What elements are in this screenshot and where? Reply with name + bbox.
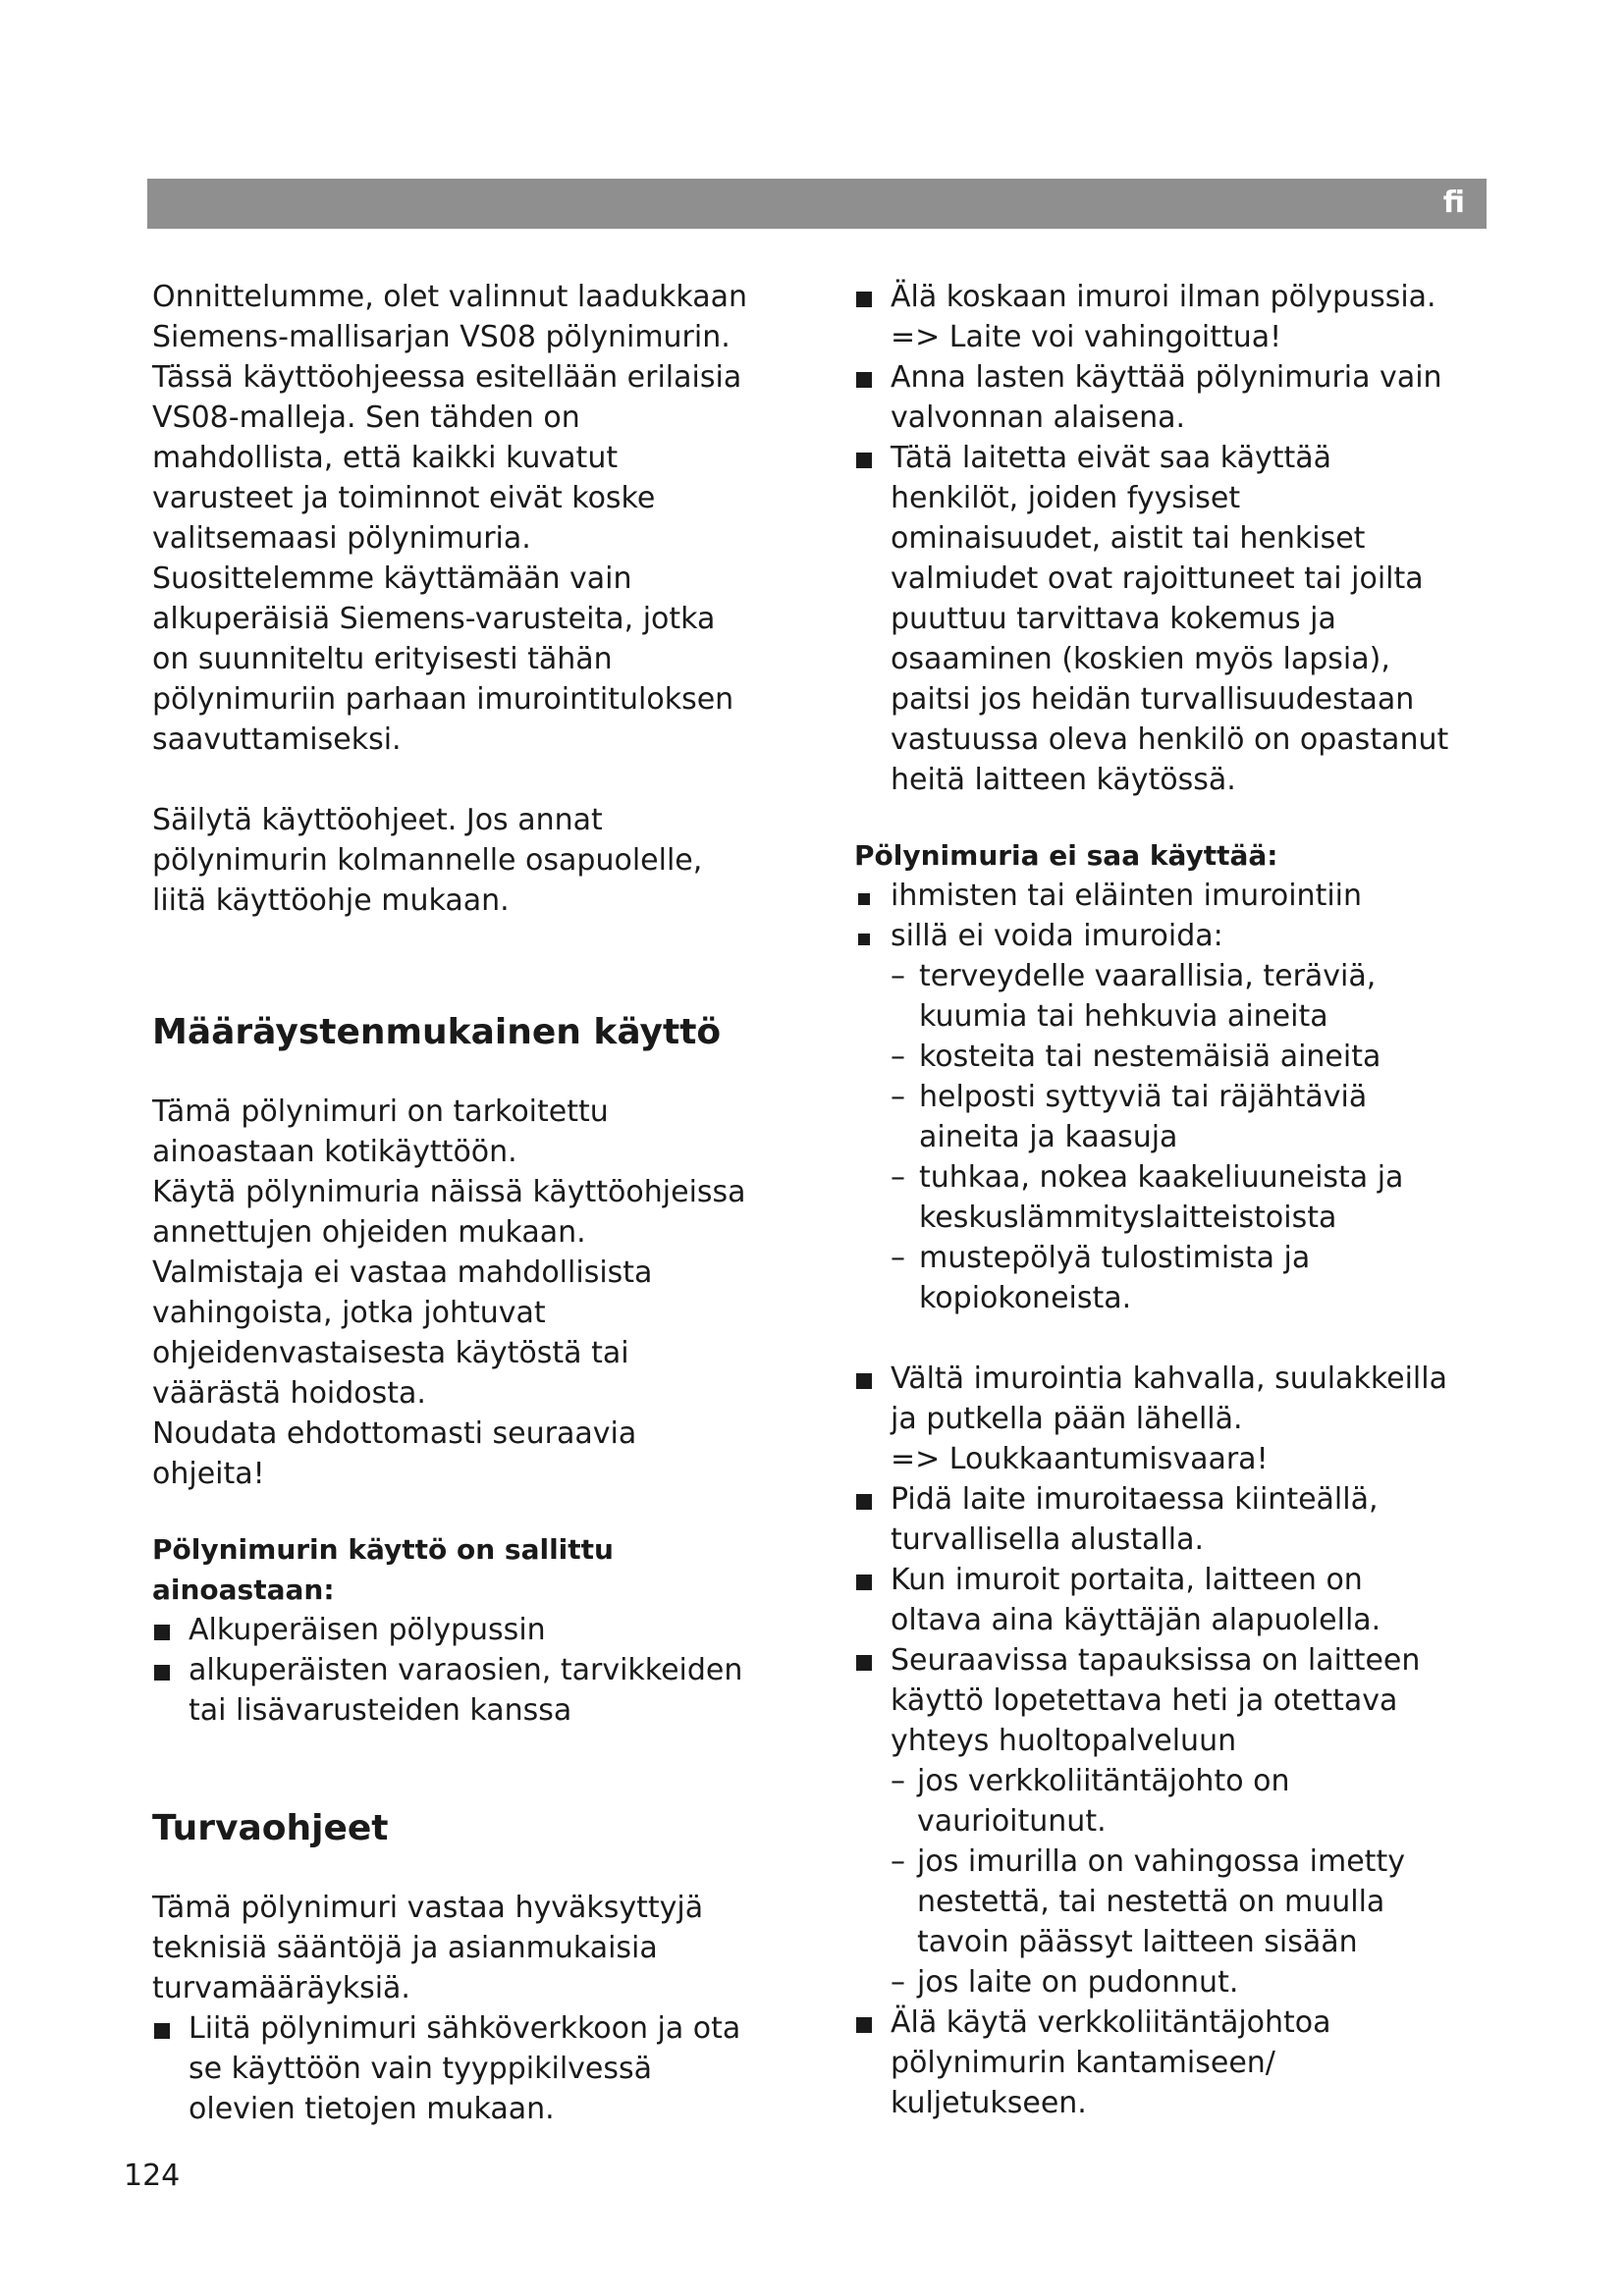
list-item: Kun imuroit portaita, laitteen on oltava aina käyttäjän alapuolella.	[854, 1560, 1492, 1640]
sub-list-item: – helposti syttyviä tai räjähtäviä aineita ja kaasuja	[854, 1077, 1492, 1157]
list-item: Alkuperäisen pölypussin	[152, 1610, 800, 1650]
sub-list-item: – jos verkkoliitäntäjohto on vaurioitunut.	[854, 1761, 1492, 1842]
list-item: Anna lasten käyttää pölynimuria vain valvonnan alaisena.	[854, 357, 1492, 438]
sub-list-item: – jos laite on pudonnut.	[854, 1962, 1492, 2002]
page-number: 124	[124, 2159, 181, 2193]
list-item: Pidä laite imuroitaessa kiinteällä, turvallisella alustalla.	[854, 1479, 1492, 1560]
list-item: Tätä laitetta eivät saa käyttää henkilöt, joiden fyysiset ominaisuudet, aistit tai henkiset valmiudet ovat rajoittuneet tai joilta puuttuu tarvittava kokemus ja osaaminen (koskien myös lapsia), paitsi jos heidän turvallisuudestaan vastuussa oleva henkilö on opastanut heitä laitteen käytössä.	[854, 438, 1492, 800]
intro-paragraph: Onnittelumme, olet valinnut laadukkaan Siemens-mallisarjan VS08 pölynimurin. Tässä käyttöohjeessa esitellään erilaisia VS08-malleja. Sen tähden on mahdollista, että kaikki kuvatut varusteet ja toiminnot eivät koske valitsemaasi pölynimuria. Suosittelemme käyttämään vain alkuperäisiä Siemens-varusteita, jotka on suunniteltu erityisesti tähän pölynimuriin parhaan imurointituloksen saavuttamiseksi.	[152, 280, 748, 757]
safety-paragraph: Tämä pölynimuri vastaa hyväksyttyjä teknisiä sääntöjä ja asianmukaisia turvamääräyksiä.	[152, 1891, 704, 2005]
language-header-bar	[147, 179, 1487, 229]
list-item: alkuperäisten varaosien, tarvikkeiden tai lisävarusteiden kanssa	[152, 1650, 800, 1731]
list-item: Älä koskaan imuroi ilman pölypussia. => Laite voi vahingoittua!	[854, 277, 1492, 357]
sub-list-item: – tuhkaa, nokea kaakeliuuneista ja keskuslämmityslaitteistoista	[854, 1157, 1492, 1238]
list-item: Älä käytä verkkoliitäntäjohtoa pölynimurin kantamiseen/ kuljetukseen.	[854, 2002, 1492, 2123]
forbidden-use-heading: Pölynimuria ei saa käyttää:	[854, 839, 1278, 872]
list-item: Vältä imurointia kahvalla, suulakkeilla ja putkella pään lähellä. => Loukkaantumisvaara!	[854, 1359, 1492, 1479]
section-title-safety: Turvaohjeet	[152, 1808, 389, 1848]
sub-list-item: – terveydelle vaarallisia, teräviä, kuumia tai hehkuvia aineita	[854, 956, 1492, 1037]
keep-instructions-paragraph: Säilytä käyttöohjeet. Jos annat pölynimurin kolmannelle osapuolelle, liitä käyttöohje mukaan.	[152, 803, 703, 918]
sub-list-item: – jos imurilla on vahingossa imetty nestettä, tai nestettä on muulla tavoin päässyt laitteen sisään	[854, 1842, 1492, 1962]
section-title-intended-use: Määräystenmukainen käyttö	[152, 1012, 722, 1052]
list-item: ihmisten tai eläinten imurointiin	[854, 876, 1492, 916]
language-code: fi	[1442, 186, 1465, 220]
list-item: Liitä pölynimuri sähköverkkoon ja ota se käyttöön vain tyyppikilvessä olevien tietojen mukaan.	[152, 2008, 800, 2129]
left-column	[152, 277, 800, 2129]
sub-list-item: – mustepölyä tulostimista ja kopiokoneista.	[854, 1238, 1492, 1318]
right-column	[854, 277, 1492, 2123]
intended-use-paragraph: Tämä pölynimuri on tarkoitettu ainoastaan kotikäyttöön. Käytä pölynimuria näissä käyttöohjeissa annettujen ohjeiden mukaan. Valmistaja ei vastaa mahdollisista vahingoista, jotka johtuvat ohjeidenvastaisesta käytöstä tai väärästä hoidosta. Noudata ehdottomasti seuraavia ohjeita!	[152, 1095, 746, 1491]
allowed-use-heading: Pölynimurin käyttö on sallittu ainoastaan:	[152, 1533, 614, 1606]
sub-list-item: – kosteita tai nestemäisiä aineita	[854, 1037, 1492, 1077]
list-item: Seuraavissa tapauksissa on laitteen käyttö lopetettava heti ja otettava yhteys huoltopalveluun	[854, 1640, 1492, 1761]
list-item: sillä ei voida imuroida:	[854, 916, 1492, 956]
